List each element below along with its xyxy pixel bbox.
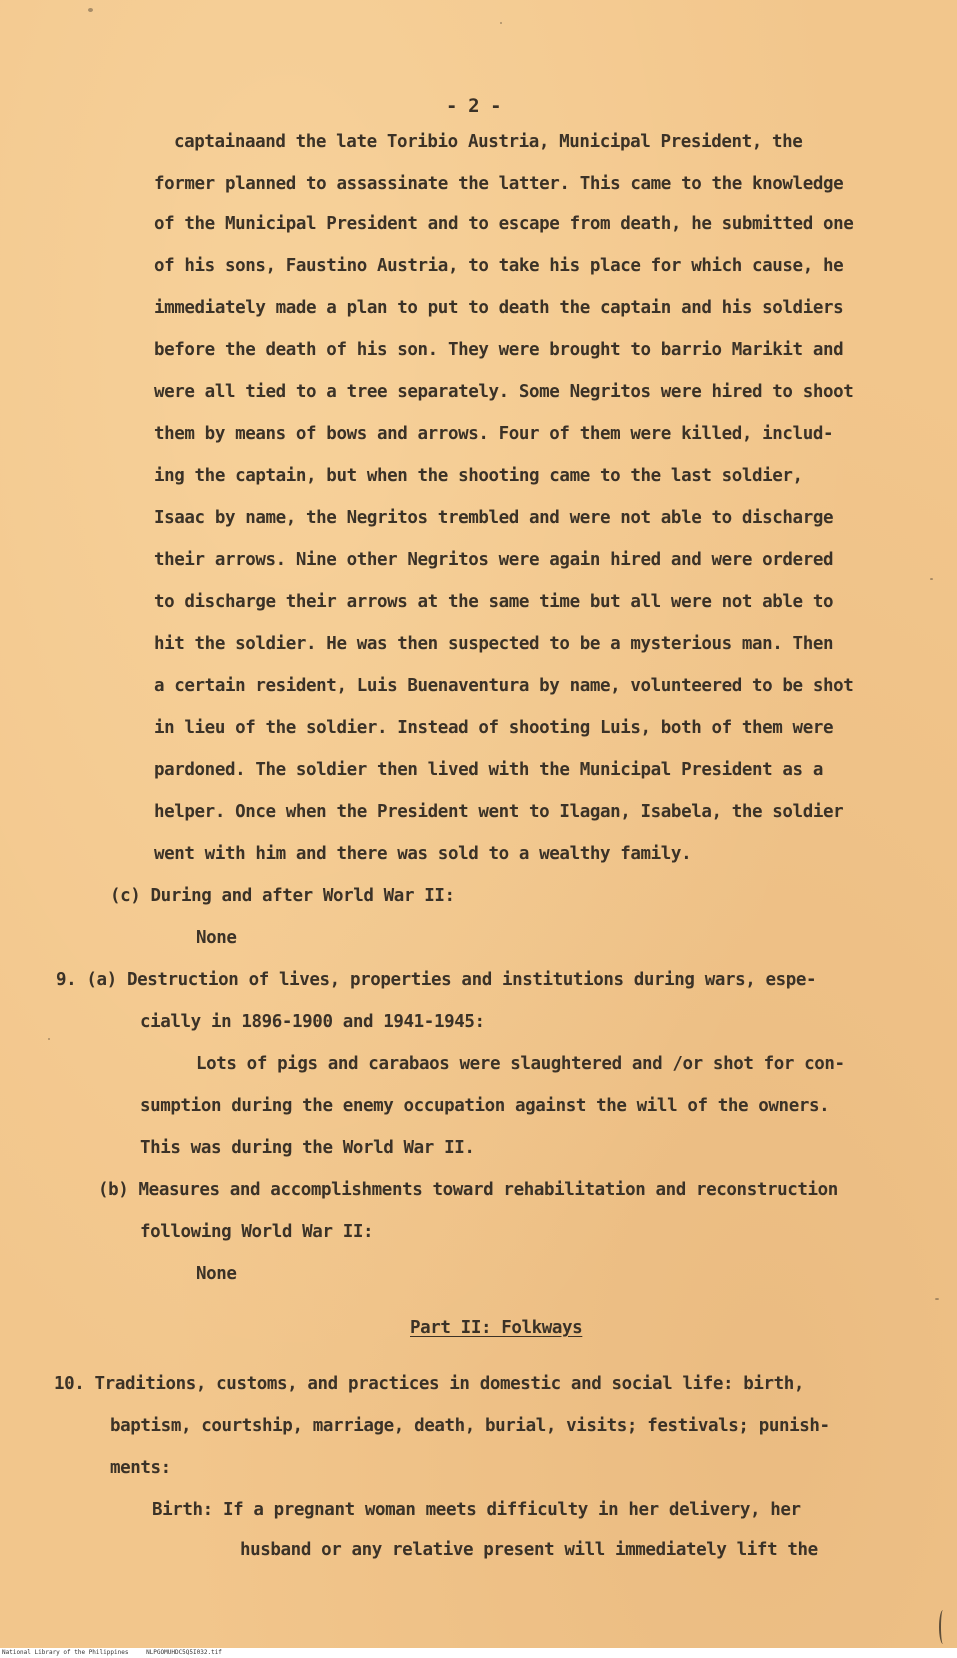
footer-library: National Library of the Philippines [2,1649,129,1656]
paper-speck [935,1298,939,1300]
text-line: immediately made a plan to put to death the captain and his soldiers [154,298,844,318]
text-line: husband or any relative present will immediately lift the [240,1540,818,1560]
text-line: following World War II: [140,1222,374,1242]
text-line: their arrows. Nine other Negritos were again hired and were ordered [154,550,834,570]
section-heading: (b) Measures and accomplishments toward rehabilitation and reconstruction [98,1180,838,1200]
edge-ink-mark [939,1610,947,1644]
text-line: to discharge their arrows at the same time but all were not able to [154,592,834,612]
text-line: Isaac by name, the Negritos trembled and were not able to discharge [154,508,834,528]
text-line: cially in 1896-1900 and 1941-1945: [140,1012,485,1032]
text-line: None [196,928,237,948]
text-line: pardoned. The soldier then lived with the Municipal President as a [154,760,823,780]
section-heading: 9. (a) Destruction of lives, properties and institutions during wars, espe- [56,970,817,990]
page-number: - 2 - [446,95,502,117]
text-line: ments: [110,1458,171,1478]
text-line: former planned to assassinate the latter. This came to the knowledge [154,174,844,194]
text-line: This was during the World War II. [140,1138,475,1158]
text-line: hit the soldier. He was then suspected to be a mysterious man. Then [154,634,834,654]
part-heading: Part II: Folkways [410,1318,583,1338]
paper-speck [48,1038,50,1040]
paper-speck [500,22,502,24]
text-line: helper. Once when the President went to Ilagan, Isabela, the soldier [154,802,844,822]
text-line: before the death of his son. They were brought to barrio Marikit and [154,340,844,360]
text-line: Birth: If a pregnant woman meets difficulty in her delivery, her [152,1500,801,1520]
text-line: them by means of bows and arrows. Four of them were killed, includ- [154,424,834,444]
scan-footer [0,1648,957,1658]
text-line: baptism, courtship, marriage, death, burial, visits; festivals; punish- [110,1416,830,1436]
text-line: None [196,1264,237,1284]
footer-file: NLPGOMUHDC5Q5I032.tif [146,1649,222,1656]
text-line: Lots of pigs and carabaos were slaughtered and /or shot for con- [196,1054,845,1074]
text-line: were all tied to a tree separately. Some Negritos were hired to shoot [154,382,854,402]
text-line: of his sons, Faustino Austria, to take his place for which cause, he [154,256,844,276]
text-line: sumption during the enemy occupation against the will of the owners. [140,1096,830,1116]
section-heading: 10. Traditions, customs, and practices in domestic and social life: birth, [54,1374,805,1394]
text-line: of the Municipal President and to escape from death, he submitted one [154,214,854,234]
section-heading: (c) During and after World War II: [110,886,455,906]
text-line: a certain resident, Luis Buenaventura by name, volunteered to be shot [154,676,854,696]
text-line: in lieu of the soldier. Instead of shooting Luis, both of them were [154,718,834,738]
text-line: went with him and there was sold to a wealthy family. [154,844,692,864]
paper-speck [88,8,93,12]
text-line: captainaand the late Toribio Austria, Municipal President, the [174,132,803,152]
text-line: ing the captain, but when the shooting came to the last soldier, [154,466,803,486]
paper-speck [930,578,933,580]
